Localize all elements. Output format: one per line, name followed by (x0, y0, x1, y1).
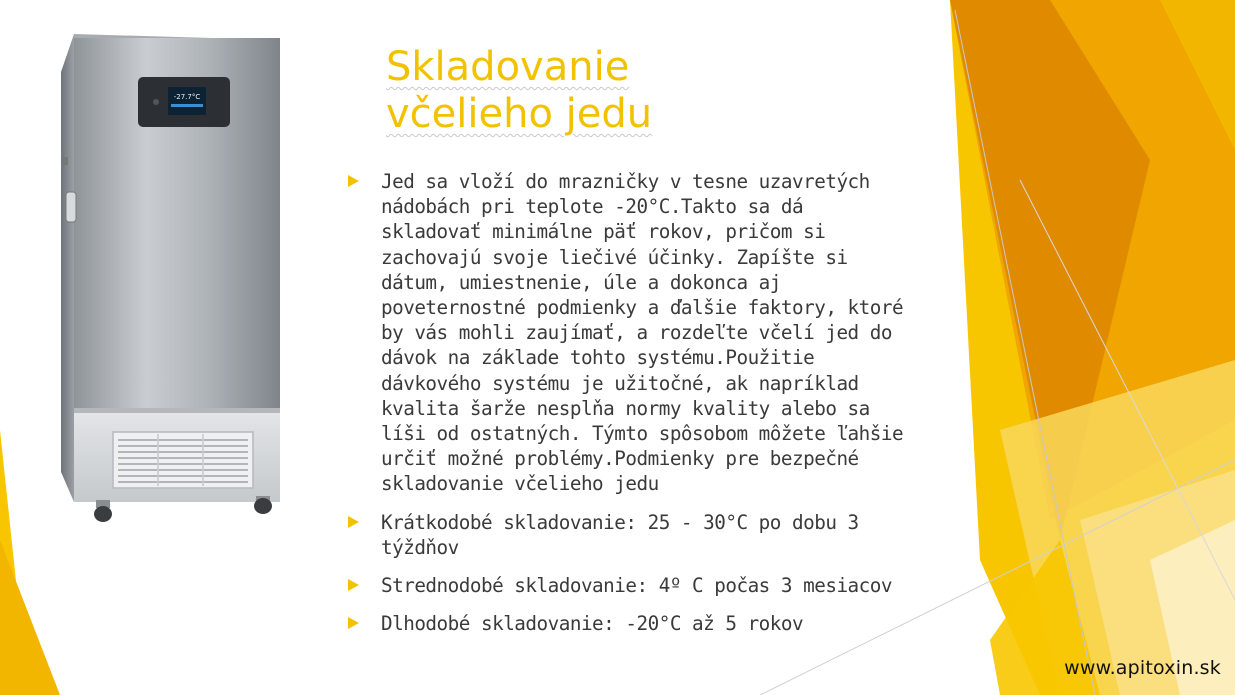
bullet-item (348, 510, 908, 560)
triangle-bullet-icon (348, 175, 359, 187)
triangle-bullet-icon (348, 579, 359, 591)
bullet-text: Krátkodobé skladovanie: 25 - 30°C po dobu 3 týždňov (381, 510, 859, 559)
triangle-bullet-icon (348, 516, 359, 528)
triangle-bullet-icon (348, 617, 359, 629)
freezer-vent (113, 432, 253, 488)
bullet-text: Strednodobé skladovanie: 4º C počas 3 mesiacov (381, 574, 892, 598)
bullet-item (348, 169, 908, 497)
footer-url: www.apitoxin.sk (1064, 657, 1221, 679)
freezer-display-text: -27.7°C (173, 93, 201, 101)
deco-left-2 (0, 540, 60, 695)
freezer-handle (66, 192, 76, 222)
bullet-item (348, 573, 908, 598)
freezer-side (61, 34, 74, 502)
bullet-text: Dlhodobé skladovanie: -20°C až 5 rokov (381, 612, 804, 636)
freezer-display (168, 87, 206, 115)
slide-title (386, 44, 806, 138)
title-line-1: Skladovanie (386, 44, 630, 90)
bullet-text: Jed sa vloží do mrazničky v tesne uzavretých nádobách pri teplote -20°C.Takto sa dá skladovať minimálne päť rokov, pričom si zachovajú svoje liečivé účinky. Zapíšte si dátum, umiestnenie, úle a dokonca aj poveternostné podmienky a ďalšie faktory, ktoré by vás mohli zaujímať, a rozdeľte včelí jed do dávok na základe tohto systému.Použitie dávkového systému je užitočné, ak napríklad kvalita šarže nesplňa normy kvality alebo sa líši od ostatných. Týmto spôsobom môžete ľahšie určiť možné problémy.Podmienky pre bezpečné skladovanie včelieho jedu (381, 170, 904, 496)
bullet-list (348, 169, 908, 649)
freezer-image (58, 32, 288, 524)
title-line-2: včelieho jedu (386, 91, 653, 137)
bullet-item (348, 611, 908, 636)
